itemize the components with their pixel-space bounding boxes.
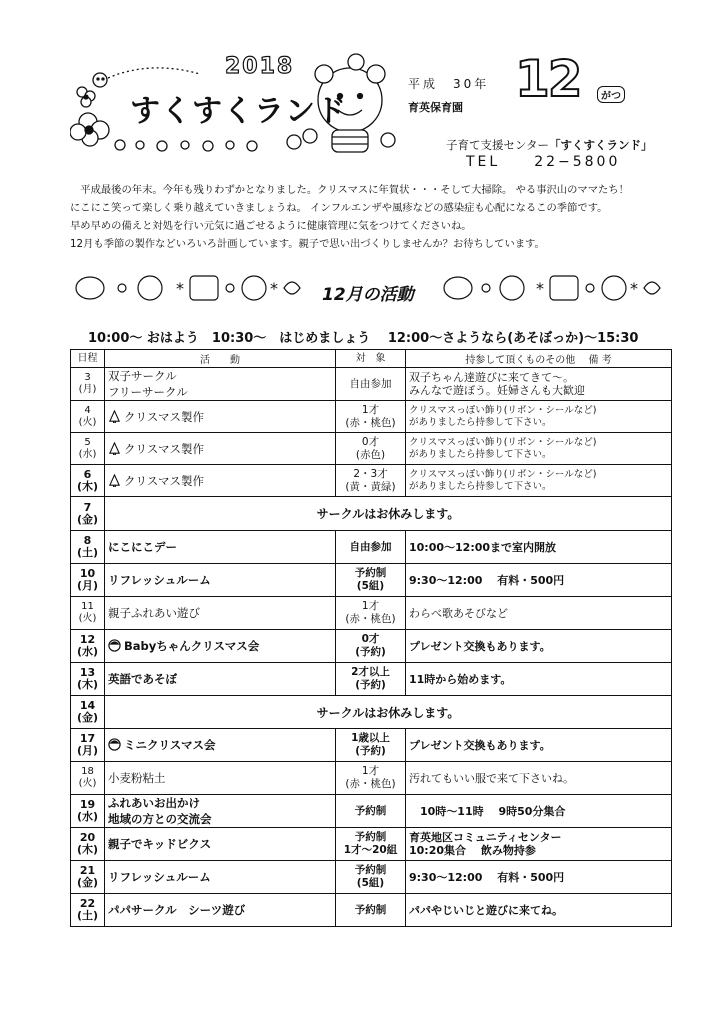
activity-cell [105,762,336,795]
santa-face-icon [108,738,121,751]
date-text: (金) [76,876,99,889]
date-text: 19 [79,798,96,811]
activity-text: 英語であそぼ [108,672,177,686]
target-cell [336,729,406,762]
date-text: (水) [76,810,99,823]
date-cell [71,762,105,795]
target-text: 予約制 [354,864,387,876]
notes-text: がありましたら持参して下さい。 [409,480,552,492]
target-cell [336,465,406,497]
target-cell [336,762,406,795]
date-text: 14 [79,699,96,712]
date-text: 7 [83,500,92,514]
date-text: (月) [76,744,99,757]
notes-cell [406,762,672,795]
target-text: 2才以上 [351,666,390,678]
activity-cell [105,729,336,762]
notes-cell [406,828,672,861]
notes-text: プレゼント交換もあります。 [409,639,551,653]
table-row [71,663,672,696]
svg-text:*: * [536,279,544,298]
notes-text: 10:00〜12:00まで室内開放 [409,540,557,554]
target-cell [336,564,406,597]
date-text: 18 [81,766,94,777]
date-cell [71,433,105,465]
date-cell [71,531,105,564]
notes-cell [406,861,672,894]
activity-text: フリーサークル [108,385,188,399]
target-text: (予約) [355,646,386,658]
date-text: 22 [79,897,96,910]
activity-text: Babyちゃんクリスマス会 [124,639,260,653]
notes-cell [406,729,672,762]
activity-text: ふれあいお出かけ [108,796,200,810]
date-cell [71,497,105,531]
notes-text: クリスマスっぽい飾り(リボン・シールなど) [409,436,597,448]
target-text: (赤・桃色) [345,613,396,625]
target-text: 0才 [361,633,380,645]
date-cell [71,368,105,401]
date-text: 3 [84,372,91,383]
date-text: 10 [79,567,96,580]
target-text: 予約制 [354,804,387,817]
intro-line: 平成最後の年末。今年も残りわずかとなりました。クリスマスに年賀状・・・そして大掃除。 やる事沢山のママたち！ [70,184,629,196]
target-cell [336,828,406,861]
date-cell [71,597,105,630]
svg-text:*: * [176,279,184,298]
notes-text: 11時から始めます。 [409,672,512,686]
activity-text: 双子サークル [108,369,177,383]
notes-cell [406,663,672,696]
activity-cell [105,597,336,630]
table-row [71,894,672,927]
month-label: がつ [597,86,625,103]
date-text: 20 [79,831,96,844]
notes-text: 汚れてもいい服で来て下さいね。 [409,771,574,785]
date-text: (木) [76,479,99,493]
notes-text: 9:30〜12:00 有料・500円 [409,573,565,587]
target-text: 自由参加 [349,377,392,390]
table-row [71,762,672,795]
table-row [71,795,672,828]
notes-text: クリスマスっぽい飾り(リボン・シールなど) [409,404,597,416]
target-cell [336,531,406,564]
table-row [71,630,672,663]
date-text: (木) [76,678,99,691]
table-row [71,828,672,861]
target-cell [336,630,406,663]
date-text: 5 [84,436,91,448]
closed-notice: サークルはお休みします。 [105,696,672,729]
target-text: 予約制 [354,831,387,843]
closed-notice: サークルはお休みします。 [105,497,672,531]
table-row [71,401,672,433]
table-header-row [71,350,672,368]
table-body [71,368,672,927]
activity-text: 親子でキッドビクス [108,837,212,851]
date-text: 11 [81,601,94,612]
date-cell [71,729,105,762]
notes-text: みんなで遊ぼう。妊婦さんも大歓迎 [409,384,585,397]
notes-cell [406,894,672,927]
date-cell [71,465,105,497]
table-row [71,433,672,465]
table-row [71,597,672,630]
activity-cell [105,861,336,894]
notes-text: パパやじいじと遊びに来てね。 [409,903,563,917]
activity-text: クリスマス製作 [124,441,205,456]
activity-text: リフレッシュルーム [108,870,211,884]
phone-number: TEL 22−5800 [466,154,621,170]
date-text: (水) [78,448,97,460]
era-year: 平成 30年 [408,77,490,91]
date-text: (木) [76,843,99,856]
month-number: 12 [515,50,581,108]
date-text: 4 [84,404,91,416]
date-cell [71,663,105,696]
activity-cell [105,401,336,433]
activity-text: クリスマス製作 [124,473,205,488]
date-cell [71,401,105,433]
banner-decoration-left [70,268,310,308]
target-cell [336,663,406,696]
date-text: (月) [76,579,99,592]
target-cell [336,861,406,894]
activity-cell [105,894,336,927]
activity-text: 地域の方との交流会 [108,812,212,826]
intro-line: 12月も季節の製作などいろいろ計画しています。親子で思い出づくりしませんか？お待ちしています。 [70,238,545,250]
notes-text: 10時〜11時 9時50分集合 [409,804,566,818]
target-text: 予約制 [354,567,387,579]
svg-text:*: * [630,279,638,298]
target-text: 1才 [361,403,380,416]
target-text: 2・3才 [353,467,388,480]
target-text: (5組) [356,580,385,592]
notes-text: 双子ちゃん達遊びに来てきて〜。 [409,371,574,384]
activity-cell [105,368,336,401]
date-text: 21 [79,864,96,877]
date-text: (火) [78,613,97,624]
date-text: (水) [76,645,99,658]
target-text: 1才 [361,765,380,777]
notes-cell [406,401,672,433]
intro-line: 早め早めの備えと対処を行い元気に過ごせるように健康管理に気をつけてくださいね。 [70,220,472,232]
year-decoration: 2018 [225,54,295,79]
date-text: (火) [78,416,97,428]
target-cell [336,401,406,433]
date-text: 12 [79,633,96,646]
nursery-name: 育英保育園 [408,101,463,114]
date-cell [71,630,105,663]
target-cell [336,894,406,927]
target-text: (赤・桃色) [345,778,396,790]
notes-text: がありましたら持参して下さい。 [409,448,552,460]
activity-text: 小麦粉粘土 [108,771,166,785]
section-title: 12月の活動 [322,285,414,305]
target-text: 1才 [361,600,380,612]
intro-text [70,181,690,253]
date-text: 13 [79,666,96,679]
santa-face-icon [108,639,121,652]
notes-cell [406,630,672,663]
notes-text: がありましたら持参して下さい。 [409,416,552,428]
notes-cell [406,368,672,401]
page-title: すくすくランド [130,94,347,129]
target-text: 0才 [361,435,380,448]
date-cell [71,696,105,729]
target-text: (5組) [356,877,385,889]
christmas-tree-icon [108,410,121,423]
header-target: 対 象 [336,350,406,368]
activity-text: 親子ふれあい遊び [108,606,200,620]
target-cell [336,597,406,630]
activity-text: にこにこデー [108,540,177,554]
table-row [71,368,672,401]
table-row [71,497,672,531]
activity-cell [105,663,336,696]
date-cell [71,828,105,861]
notes-cell [406,531,672,564]
date-text: 6 [83,467,92,481]
date-text: (土) [76,546,99,559]
target-text: (赤・桃色) [345,416,396,429]
header-date: 日程 [71,350,105,368]
table-row [71,861,672,894]
date-cell [71,795,105,828]
intro-line: にこにこ笑って楽しく乗り越えていきましょうね。 インフルエンザや風疹などの感染症も心配になるこの季節です。 [70,202,608,214]
activity-cell [105,795,336,828]
notes-text: 9:30〜12:00 有料・500円 [409,870,565,884]
notes-cell [406,465,672,497]
notes-text: プレゼント交換もあります。 [409,738,551,752]
activity-table [70,349,672,927]
date-text: (火) [78,778,97,789]
target-text: 1才〜20組 [343,844,398,856]
notes-cell [406,795,672,828]
activity-cell [105,828,336,861]
target-text: (赤色) [355,448,386,461]
date-cell [71,564,105,597]
activity-cell [105,630,336,663]
notes-cell [406,433,672,465]
date-cell [71,894,105,927]
date-text: (月) [78,384,97,395]
notes-cell [406,597,672,630]
notes-text: 10:20集合 飲み物持参 [409,844,536,857]
target-cell [336,368,406,401]
activity-cell [105,465,336,497]
table-row [71,564,672,597]
center-prefix: 子育て支援センター [446,138,550,152]
notes-text: わらべ歌あそびなど [409,606,508,620]
header-activity: 活 動 [105,350,336,368]
table-row [71,531,672,564]
target-text: (予約) [355,679,386,691]
christmas-tree-icon [108,442,121,455]
activity-text: リフレッシュルーム [108,573,211,587]
banner-decoration-right [440,268,670,308]
table-row [71,696,672,729]
notes-text: 育英地区コミュニティセンター [409,831,562,844]
date-text: (金) [76,512,99,526]
notes-cell [406,564,672,597]
target-text: 自由参加 [349,540,392,553]
target-text: 予約制 [354,903,387,916]
target-cell [336,433,406,465]
center-title: 「すくすくランド」 [549,138,653,152]
activity-cell [105,531,336,564]
activity-text: ミニクリスマス会 [124,738,216,752]
activity-cell [105,564,336,597]
date-text: 17 [79,732,96,745]
christmas-tree-icon [108,474,121,487]
table-row [71,729,672,762]
svg-text:*: * [270,279,278,298]
daily-schedule: 10:00〜 おはよう 10:30〜 はじめましょう 12:00〜さようなら(あそぼっか)〜15:30 [88,331,639,346]
date-text: 8 [83,534,92,547]
activity-text: クリスマス製作 [124,409,205,424]
notes-text: クリスマスっぽい飾り(リボン・シールなど) [409,468,597,480]
header-notes: 持参して頂くものその他 備 考 [406,350,672,368]
activity-text: パパサークル シーツ遊び [108,903,246,917]
target-text: (予約) [355,745,386,757]
target-cell [336,795,406,828]
target-text: 1歳以上 [351,732,390,744]
activity-cell [105,433,336,465]
date-text: (金) [76,711,99,724]
target-text: (黄・黄緑) [345,480,396,493]
date-text: (土) [76,909,99,922]
date-cell [71,861,105,894]
table-row [71,465,672,497]
